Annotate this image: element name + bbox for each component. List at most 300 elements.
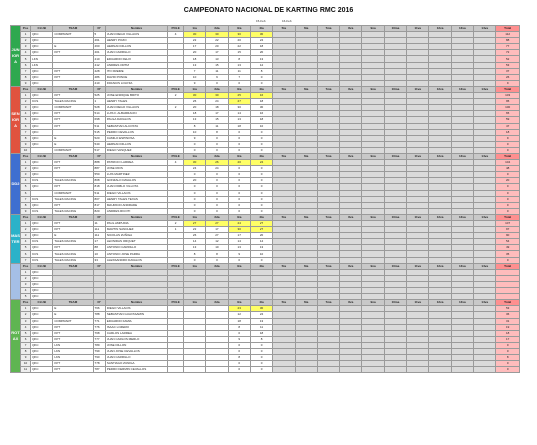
table-cell: 0: [206, 257, 228, 263]
table-cell: 18: [228, 123, 250, 129]
table-cell: CAMILO ESPINOSA: [105, 135, 168, 141]
table-cell: 24: [206, 166, 228, 172]
table-cell: 23: [228, 306, 250, 312]
table-cell: SEBASTIAN ALCOSTA: [105, 123, 168, 129]
table-row: [11, 367, 520, 373]
table-cell: LKN: [53, 355, 93, 361]
column-header: 7ma: [317, 26, 339, 32]
table-cell: 0: [250, 202, 272, 208]
table-cell: 0: [250, 74, 272, 80]
column-header: POLE: [168, 214, 184, 220]
table-cell: 17: [496, 336, 520, 342]
table-cell: 1: [168, 227, 184, 233]
table-cell: JUAN DIEGO VILLACIS: [105, 105, 168, 111]
table-cell: 24: [250, 160, 272, 166]
column-header: Nombre: [105, 214, 168, 220]
table-cell: JOSE ENRIQUE BRITO: [105, 93, 168, 99]
table-cell: 10: [206, 245, 228, 251]
table-cell: 0: [228, 367, 250, 373]
column-header: Total: [496, 153, 520, 159]
table-cell: TALES RACING: [53, 239, 93, 245]
column-header: 10ma: [384, 153, 406, 159]
table-cell: TALES RACING: [53, 99, 93, 105]
table-cell: QKC: [31, 50, 53, 56]
column-header: 14va: [474, 300, 496, 306]
table-cell: 22: [183, 227, 205, 233]
table-cell: 0: [228, 129, 250, 135]
column-header: 14va: [474, 263, 496, 269]
column-header: 4ta: [250, 263, 272, 269]
table-cell: KCS: [31, 251, 53, 257]
category-side-label: DD2: [11, 153, 21, 214]
column-header: CLUB: [31, 86, 53, 92]
table-cell: 33: [93, 257, 105, 263]
table-cell: 17: [228, 233, 250, 239]
table-cell: 0: [228, 208, 250, 214]
table-cell: 11: [206, 123, 228, 129]
table-cell: QKC: [31, 361, 53, 367]
table-cell: 19: [496, 324, 520, 330]
column-header: Pos: [21, 26, 31, 32]
table-cell: [384, 367, 406, 373]
table-cell: KPT: [53, 111, 93, 117]
table-cell: 0: [250, 355, 272, 361]
table-cell: 0: [250, 361, 272, 367]
column-header: 2da: [206, 26, 228, 32]
column-header: 12va: [429, 263, 451, 269]
column-header: TEAM: [53, 153, 93, 159]
table-cell: 30: [206, 32, 228, 38]
table-cell: 13: [183, 62, 205, 68]
table-cell: QKC: [31, 123, 53, 129]
column-header: 4ta: [250, 153, 272, 159]
table-cell: 8: [206, 251, 228, 257]
column-header: 3ra: [228, 263, 250, 269]
column-header: N°: [93, 26, 105, 32]
table-cell: 107: [496, 221, 520, 227]
table-cell: 13: [250, 318, 272, 324]
table-cell: 24: [206, 99, 228, 105]
table-cell: 26: [183, 99, 205, 105]
table-cell: 6: [21, 336, 31, 342]
table-cell: 24: [183, 166, 205, 172]
table-cell: 77: [496, 44, 520, 50]
column-header: Total: [496, 26, 520, 32]
table-cell: 401: [93, 50, 105, 56]
table-cell: DIEGO VILLACIS: [105, 190, 168, 196]
table-cell: 0: [206, 202, 228, 208]
table-cell: 808: [93, 178, 105, 184]
table-cell: KCS: [31, 257, 53, 263]
table-cell: 14: [250, 239, 272, 245]
table-cell: 0: [250, 348, 272, 354]
column-header: 9na: [362, 214, 384, 220]
table-cell: 787: [93, 367, 105, 373]
table-cell: 5: [21, 56, 31, 62]
column-header: 12va: [429, 86, 451, 92]
table-cell: 9: [496, 80, 520, 86]
column-header: 4ta: [250, 86, 272, 92]
column-header: 6ta: [295, 214, 317, 220]
column-header: 10ma: [384, 300, 406, 306]
table-cell: QKC: [31, 80, 53, 86]
table-cell: ANDRES RICOTI: [105, 208, 168, 214]
table-cell: 5: [93, 32, 105, 38]
table-cell: 5: [21, 117, 31, 123]
table-cell: 7: [21, 342, 31, 348]
column-header: N°: [93, 214, 105, 220]
table-cell: QKC: [31, 245, 53, 251]
table-cell: QKC: [31, 38, 53, 44]
table-cell: 7: [21, 129, 31, 135]
table-cell: 818: [93, 184, 105, 190]
table-cell: 4: [168, 32, 184, 38]
column-header: 5ta: [273, 263, 295, 269]
table-cell: KPT: [53, 330, 93, 336]
table-cell: ANTONIO CARRILLO: [105, 245, 168, 251]
table-cell: KPT: [53, 336, 93, 342]
table-cell: 14: [228, 239, 250, 245]
table-cell: EDUARDO FAMIA: [105, 318, 168, 324]
table-cell: 18: [183, 111, 205, 117]
table-cell: 0: [206, 80, 228, 86]
column-header: 6ta: [295, 263, 317, 269]
table-cell: 5: [21, 330, 31, 336]
category-side-label: [11, 263, 21, 300]
table-cell: DAVID PONCE: [105, 74, 168, 80]
table-cell: QKC: [31, 166, 53, 172]
table-cell: 0: [250, 184, 272, 190]
table-cell: PAUL AMPUDIA: [105, 221, 168, 227]
table-cell: 9: [228, 336, 250, 342]
table-cell: KPT: [53, 50, 93, 56]
table-cell: HERNAN DILLON: [105, 141, 168, 147]
table-cell: JUAN CARLOS MERLO: [105, 336, 168, 342]
table-cell: 0: [496, 147, 520, 153]
table-cell: 12: [228, 312, 250, 318]
table-cell: 13: [250, 245, 272, 251]
column-header: Nombre: [105, 263, 168, 269]
table-cell: [317, 367, 339, 373]
column-header: 1ra: [183, 26, 205, 32]
column-header: 4ta: [250, 300, 272, 306]
table-cell: 4: [168, 160, 184, 166]
column-header: TEAM: [53, 86, 93, 92]
table-cell: GONZALO DAVALOS: [105, 178, 168, 184]
table-cell: 30: [250, 105, 272, 111]
column-header: 1ra: [183, 153, 205, 159]
table-cell: 11: [93, 221, 105, 227]
table-cell: 412: [93, 62, 105, 68]
table-cell: 486: [93, 74, 105, 80]
table-cell: 817: [93, 202, 105, 208]
table-cell: 13: [183, 245, 205, 251]
table-cell: 888: [93, 160, 105, 166]
table-cell: 771: [93, 318, 105, 324]
table-cell: 3: [21, 105, 31, 111]
table-cell: QKC: [31, 117, 53, 123]
table-cell: 1: [21, 32, 31, 38]
column-header: CLUB: [31, 263, 53, 269]
table-cell: 59: [496, 117, 520, 123]
column-header: Pos: [21, 263, 31, 269]
table-cell: 8: [228, 355, 250, 361]
table-cell: QKC: [31, 221, 53, 227]
table-cell: 0: [183, 172, 205, 178]
table-cell: QKC: [31, 355, 53, 361]
table-cell: 0: [183, 184, 205, 190]
table-cell: 0: [228, 166, 250, 172]
table-cell: 47: [496, 123, 520, 129]
table-cell: 0: [228, 196, 250, 202]
column-header: 1ra: [183, 263, 205, 269]
table-cell: 2: [21, 38, 31, 44]
table-cell: 4: [21, 239, 31, 245]
column-header: POLE: [168, 86, 184, 92]
table-cell: 7: [21, 68, 31, 74]
table-cell: E: [53, 312, 93, 318]
table-cell: PEDRO FERMIN CEVALLOS: [105, 367, 168, 373]
table-cell: 0: [183, 190, 205, 196]
table-cell: 30: [183, 160, 205, 166]
table-cell: 10: [183, 129, 205, 135]
table-cell: 9: [21, 80, 31, 86]
table-cell: KPT: [53, 123, 93, 129]
table-cell: 777: [93, 336, 105, 342]
table-cell: 14: [183, 239, 205, 245]
table-cell: 4: [21, 50, 31, 56]
table-cell: 26: [183, 233, 205, 239]
table-cell: QKC: [31, 111, 53, 117]
column-header: Total: [496, 86, 520, 92]
table-cell: 5: [21, 184, 31, 190]
column-header: 11va: [407, 263, 429, 269]
table-cell: 8: [21, 348, 31, 354]
table-cell: 0: [250, 367, 272, 373]
table-cell: QKC: [31, 342, 53, 348]
table-cell: 0: [250, 190, 272, 196]
table-cell: 0: [228, 178, 250, 184]
column-header: 7ma: [317, 300, 339, 306]
table-cell: 26: [206, 160, 228, 166]
column-header: 10ma: [384, 263, 406, 269]
table-cell: 1: [21, 221, 31, 227]
table-cell: 18: [250, 117, 272, 123]
table-cell: 789: [93, 342, 105, 348]
column-header: Nombre: [105, 300, 168, 306]
table-cell: 30: [250, 306, 272, 312]
column-header: Nombre: [105, 86, 168, 92]
table-cell: 1: [93, 99, 105, 105]
table-cell: 0: [250, 135, 272, 141]
table-cell: 3: [21, 318, 31, 324]
column-header: 10ma: [384, 26, 406, 32]
table-cell: 11: [21, 367, 31, 373]
table-cell: TALES RACING: [53, 196, 93, 202]
table-cell: 18: [496, 129, 520, 135]
table-cell: 0: [250, 172, 272, 178]
table-cell: 0: [250, 257, 272, 263]
table-cell: 10: [183, 74, 205, 80]
table-cell: 788: [93, 312, 105, 318]
table-cell: 550: [93, 172, 105, 178]
column-header: 13va: [451, 153, 473, 159]
column-header: 14va: [474, 86, 496, 92]
table-cell: 9: [496, 135, 520, 141]
table-cell: 9: [183, 80, 205, 86]
table-cell: [183, 367, 205, 373]
table-cell: 766: [93, 306, 105, 312]
table-cell: 428: [93, 68, 105, 74]
table-cell: ANTONIO JOSE PARRA: [105, 251, 168, 257]
column-header: 7ma: [317, 86, 339, 92]
table-cell: 25: [228, 93, 250, 99]
table-cell: 111: [93, 233, 105, 239]
table-cell: 0: [250, 80, 272, 86]
table-cell: LUIS F. ALBARRACIN: [105, 111, 168, 117]
column-header: Pos: [21, 300, 31, 306]
table-cell: KCS: [31, 178, 53, 184]
table-cell: LKN: [53, 348, 93, 354]
column-header: 2da: [206, 86, 228, 92]
table-cell: COMPRART: [53, 105, 93, 111]
column-header: 5ta: [273, 214, 295, 220]
column-header: CLUB: [31, 26, 53, 32]
date-label-1: 15-Feb: [256, 19, 266, 23]
table-cell: TALES RACING: [53, 208, 93, 214]
table-cell: COMPRART: [53, 147, 93, 153]
column-header: Total: [496, 214, 520, 220]
table-cell: 4: [21, 178, 31, 184]
table-cell: 0: [228, 342, 250, 348]
table-cell: 2: [21, 312, 31, 318]
column-header: 9na: [362, 86, 384, 92]
column-header: N°: [93, 263, 105, 269]
table-cell: ALESSANDRO DAVALOS: [105, 257, 168, 263]
column-header: 3ra: [228, 153, 250, 159]
column-header: 10ma: [384, 86, 406, 92]
table-cell: QKC: [31, 294, 53, 300]
table-cell: 4: [21, 111, 31, 117]
table-cell: 1: [21, 93, 31, 99]
column-header: 14va: [474, 153, 496, 159]
table-cell: 0: [496, 208, 520, 214]
table-cell: 0: [250, 129, 272, 135]
table-cell: E: [53, 233, 93, 239]
table-cell: 0: [228, 141, 250, 147]
table-cell: 112: [496, 32, 520, 38]
table-cell: [429, 367, 451, 373]
table-cell: EDUARDO FELIX: [105, 56, 168, 62]
column-header: 5ta: [273, 300, 295, 306]
column-header: 3ra: [228, 26, 250, 32]
column-header: 13va: [451, 263, 473, 269]
table-cell: 111: [93, 227, 105, 233]
table-cell: 0: [496, 172, 520, 178]
table-cell: KPT: [53, 166, 93, 172]
table-cell: 49: [496, 245, 520, 251]
table-cell: 20: [183, 50, 205, 56]
table-cell: 0: [183, 196, 205, 202]
table-cell: 3: [21, 172, 31, 178]
table-cell: QKC: [31, 68, 53, 74]
table-cell: 17: [206, 227, 228, 233]
table-cell: 9: [21, 141, 31, 147]
table-cell: 4: [21, 324, 31, 330]
table-cell: PATRICIO LARREA: [105, 160, 168, 166]
column-header: 4ta: [250, 214, 272, 220]
table-cell: 460: [93, 44, 105, 50]
table-cell: 24: [250, 312, 272, 318]
table-cell: 515: [93, 129, 105, 135]
column-header: 3ra: [228, 214, 250, 220]
table-cell: 511: [93, 190, 105, 196]
column-header: 9na: [362, 300, 384, 306]
table-cell: 3: [21, 281, 31, 287]
table-cell: 0: [228, 184, 250, 190]
table-cell: HENRY TALES TEXAS: [105, 196, 168, 202]
table-cell: KPT: [53, 361, 93, 367]
table-cell: 1: [21, 269, 31, 275]
table-cell: [362, 367, 384, 373]
column-header: 11va: [407, 26, 429, 32]
table-cell: [340, 367, 362, 373]
table-cell: 17: [206, 50, 228, 56]
table-cell: 13: [228, 117, 250, 123]
table-cell: 27: [206, 233, 228, 239]
table-cell: 0: [183, 141, 205, 147]
table-cell: [295, 367, 317, 373]
table-cell: 8: [21, 202, 31, 208]
table-cell: 10: [250, 123, 272, 129]
table-cell: 776: [93, 324, 105, 330]
table-cell: 14: [228, 111, 250, 117]
column-header: Pos: [21, 153, 31, 159]
table-cell: 13: [250, 56, 272, 62]
column-header: N°: [93, 86, 105, 92]
column-header: 2da: [206, 153, 228, 159]
table-cell: 18: [183, 56, 205, 62]
column-header: 9na: [362, 26, 384, 32]
table-cell: 799: [93, 348, 105, 354]
table-cell: QKC: [31, 135, 53, 141]
table-cell: 0: [496, 196, 520, 202]
table-cell: 6: [21, 190, 31, 196]
column-header: 11va: [407, 214, 429, 220]
table-cell: 24: [250, 38, 272, 44]
table-cell: 30: [183, 93, 205, 99]
table-cell: 20: [206, 44, 228, 50]
table-cell: 2: [168, 105, 184, 111]
column-header: 8va: [340, 263, 362, 269]
table-cell: LUIS MARTINEZ: [105, 172, 168, 178]
table-cell: QKC: [31, 93, 53, 99]
table-cell: 461: [93, 38, 105, 44]
column-header: TEAM: [53, 26, 93, 32]
column-header: 12va: [429, 153, 451, 159]
table-cell: 0: [228, 202, 250, 208]
table-cell: TALES RACING: [53, 178, 93, 184]
table-cell: 9: [21, 208, 31, 214]
standings-table: [10, 25, 520, 373]
table-cell: 0: [250, 342, 272, 348]
column-header: 3ra: [228, 300, 250, 306]
table-cell: JUAN CARRILLO: [105, 355, 168, 361]
column-header: 12va: [429, 26, 451, 32]
table-cell: 0: [496, 348, 520, 354]
table-cell: 20: [250, 50, 272, 56]
column-header: 6ta: [295, 300, 317, 306]
